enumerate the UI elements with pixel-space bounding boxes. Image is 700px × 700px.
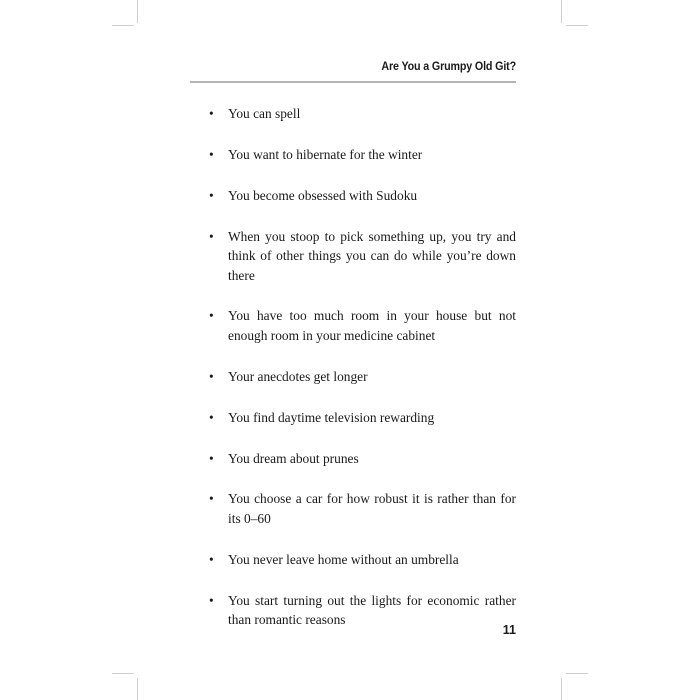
crop-mark-top-left-horizontal [112, 25, 134, 26]
bullet-icon: • [209, 450, 214, 466]
crop-mark-top-right-vertical [561, 0, 562, 23]
list-item-text: When you stoop to pick something up, you try and think of other things you can do while you’re down there [228, 228, 516, 283]
bullet-icon: • [209, 146, 214, 162]
bullet-icon: • [209, 592, 214, 608]
list-item-text: You never leave home without an umbrella [228, 551, 459, 567]
list-item-text: You dream about prunes [228, 450, 359, 466]
list-item-text: You can spell [228, 106, 301, 121]
bullet-icon: • [209, 308, 214, 324]
list-item [190, 550, 516, 569]
list-item [190, 145, 516, 164]
bullet-icon: • [209, 409, 214, 425]
running-head-title: Are You a Grumpy Old Git? [381, 61, 516, 73]
crop-mark-bottom-right-horizontal [566, 673, 588, 674]
bullet-icon: • [209, 187, 214, 203]
bullet-list [190, 104, 516, 630]
list-item-text: You start turning out the lights for economic rather than romantic reasons [228, 592, 516, 628]
list-item [190, 449, 516, 468]
running-head [190, 60, 516, 74]
header-rule [190, 81, 516, 83]
list-item [190, 367, 516, 386]
crop-mark-bottom-left-vertical [137, 678, 138, 700]
crop-mark-top-left-vertical [137, 0, 138, 23]
list-item-text: You find daytime television rewarding [228, 409, 435, 425]
list-item [190, 408, 516, 427]
crop-mark-top-right-horizontal [566, 25, 588, 26]
list-item-text: Your anecdotes get longer [228, 368, 368, 384]
list-item [190, 186, 516, 205]
bullet-icon: • [209, 551, 214, 567]
bullet-icon: • [209, 491, 214, 507]
list-item [190, 227, 516, 285]
list-item [190, 104, 516, 123]
list-item [190, 306, 516, 345]
bullet-icon: • [209, 106, 214, 121]
crop-mark-bottom-left-horizontal [112, 673, 134, 674]
list-item [190, 489, 516, 528]
crop-mark-bottom-right-vertical [561, 678, 562, 700]
list-item-text: You choose a car for how robust it is rather than for its 0–60 [228, 491, 516, 526]
list-item-text: You become obsessed with Sudoku [228, 187, 418, 203]
page-number: 11 [502, 623, 516, 637]
list-item-text: You want to hibernate for the winter [228, 146, 423, 162]
bullet-icon: • [209, 368, 214, 384]
bullet-icon: • [209, 228, 214, 244]
list-item-text: You have too much room in your house but not enough room in your medicine cabinet [228, 308, 516, 343]
